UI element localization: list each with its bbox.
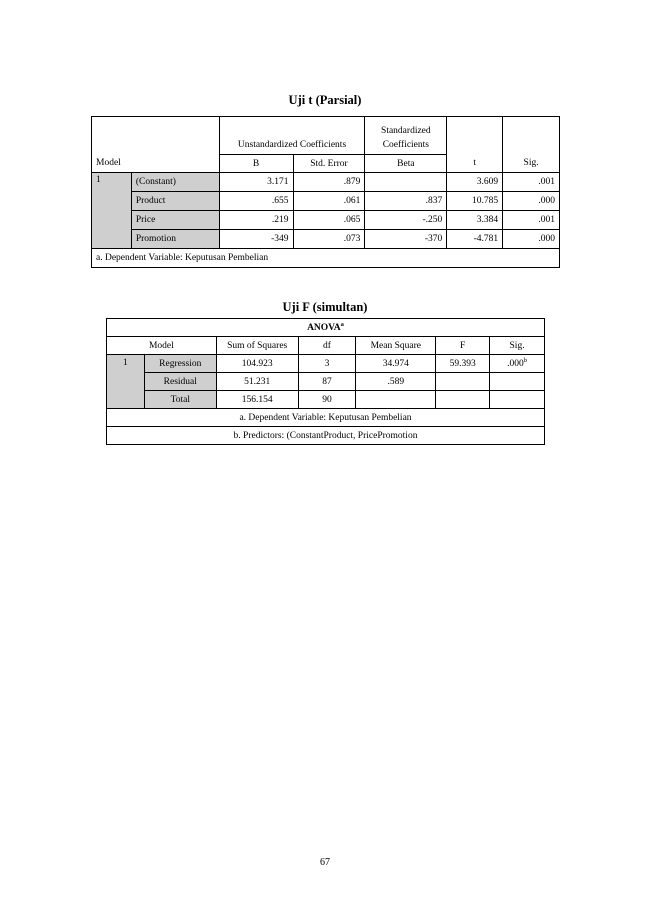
anova-cell-ss: 104.923 (216, 355, 298, 373)
anova-cell-df: 87 (298, 373, 356, 391)
header-beta: Beta (365, 155, 447, 173)
anova-header-sig: Sig. (490, 337, 545, 355)
anova-cell-f: 59.393 (436, 355, 490, 373)
anova-title: Uji F (simultan) (282, 300, 368, 314)
cell-b: .655 (219, 192, 293, 211)
cell-beta: -370 (365, 230, 447, 249)
anova-cell-ms: .589 (356, 373, 436, 391)
anova-cell-sig (490, 355, 545, 373)
anova-cell-ss: 156.154 (216, 391, 298, 409)
row-name-promotion: Promotion (131, 230, 219, 249)
cell-beta: -.250 (365, 211, 447, 230)
row-name-product: Product (131, 192, 219, 211)
cell-sig: .001 (503, 173, 560, 192)
anova-header-ss: Sum of Squares (216, 337, 298, 355)
coefficients-footnote: a. Dependent Variable: Keputusan Pembelian (92, 249, 560, 268)
anova-cell-sig (490, 373, 545, 391)
anova-footnote-b: b. Predictors: (ConstantProduct, PricePromotion (107, 427, 545, 445)
coefficients-title: Uji t (Parsial) (288, 93, 362, 107)
anova-caption (107, 319, 545, 337)
anova-cell-sig (490, 391, 545, 409)
anova-caption-sup: a (340, 321, 344, 329)
cell-se: .073 (293, 230, 365, 249)
header-unstandardized: Unstandardized Coefficients (219, 117, 365, 155)
cell-beta (365, 173, 447, 192)
header-t: t (447, 117, 503, 173)
row-name-constant: (Constant) (131, 173, 219, 192)
anova-row-residual: Residual (144, 373, 216, 391)
cell-t: 3.384 (447, 211, 503, 230)
header-standardized-line2: Coefficients (365, 136, 447, 155)
anova-model-number: 1 (107, 355, 145, 409)
page-number: 67 (320, 857, 330, 868)
anova-cell-ss: 51.231 (216, 373, 298, 391)
cell-sig: .000 (503, 192, 560, 211)
anova-caption-text: ANOVA (307, 323, 341, 334)
anova-cell-df: 90 (298, 391, 356, 409)
cell-se: .061 (293, 192, 365, 211)
header-sig: Sig. (503, 117, 560, 173)
anova-cell-df: 3 (298, 355, 356, 373)
anova-header-df: df (298, 337, 356, 355)
anova-header-model: Model (107, 337, 217, 355)
header-std-error: Std. Error (293, 155, 365, 173)
cell-b: 3.171 (219, 173, 293, 192)
header-model: Model (92, 117, 220, 173)
cell-beta: .837 (365, 192, 447, 211)
anova-table (106, 318, 545, 445)
model-number: 1 (92, 173, 132, 249)
cell-b: -349 (219, 230, 293, 249)
anova-row-regression: Regression (144, 355, 216, 373)
cell-b: .219 (219, 211, 293, 230)
anova-sig-sup: b (523, 357, 527, 365)
anova-footnote-a: a. Dependent Variable: Keputusan Pembelian (107, 409, 545, 427)
cell-se: .065 (293, 211, 365, 230)
anova-row-total: Total (144, 391, 216, 409)
anova-cell-f (436, 391, 490, 409)
anova-cell-ms: 34.974 (356, 355, 436, 373)
row-name-price: Price (131, 211, 219, 230)
header-b: B (219, 155, 293, 173)
cell-t: -4.781 (447, 230, 503, 249)
coefficients-table (91, 116, 560, 268)
cell-se: .879 (293, 173, 365, 192)
header-standardized-line1: Standardized (365, 117, 447, 136)
cell-sig: .001 (503, 211, 560, 230)
cell-sig: .000 (503, 230, 560, 249)
anova-cell-f (436, 373, 490, 391)
anova-cell-ms (356, 391, 436, 409)
anova-sig-value: .000 (507, 359, 524, 370)
anova-header-f: F (436, 337, 490, 355)
cell-t: 10.785 (447, 192, 503, 211)
cell-t: 3.609 (447, 173, 503, 192)
anova-header-ms: Mean Square (356, 337, 436, 355)
